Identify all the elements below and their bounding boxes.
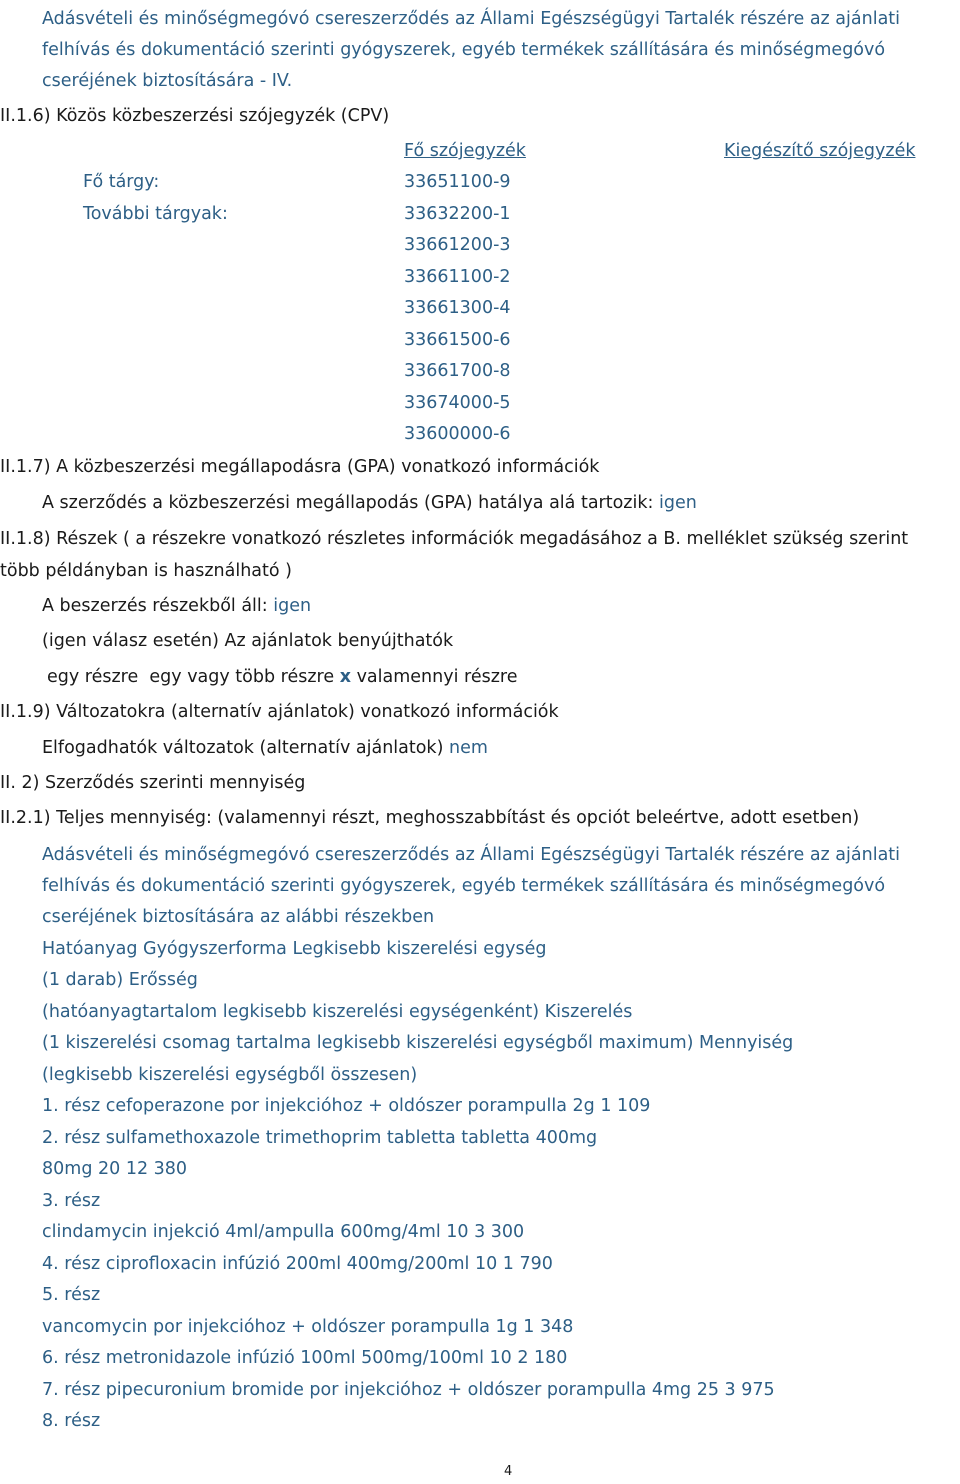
parts-answer: igen [273,596,312,616]
intro-line: cseréjének biztosítására - IV. [42,71,293,91]
gpa-heading: II.1.7) A közbeszerzési megállapodásra (GPA) vonatkozó információk [0,457,600,477]
cpv-extra-code: 33661100-2 [404,267,511,287]
body-line: (1 darab) Erősség [42,970,198,990]
option-multiple-parts: egy vagy több részre [149,667,335,687]
body-line: Hatóanyag Gyógyszerforma Legkisebb kiszerelési egység [42,939,547,959]
cpv-extra-code: 33632200-1 [404,204,511,224]
parts-sub: (igen válasz esetén) Az ajánlatok benyújthatók [42,631,454,651]
variants-statement [42,736,488,760]
cpv-col-supp: Kiegészítő szójegyzék [724,141,916,161]
body-line: cseréjének biztosítására az alábbi részekben [42,907,435,927]
gpa-text: A szerződés a közbeszerzési megállapodás (GPA) hatálya alá tartozik: [42,493,654,513]
variants-text: Elfogadhatók változatok (alternatív ajánlatok) [42,738,444,758]
part-line: 6. rész metronidazole infúzió 100ml 500mg/100ml 10 2 180 [42,1348,568,1368]
variants-heading: II.1.9) Változatokra (alternatív ajánlatok) vonatkozó információk [0,702,559,722]
cpv-heading: II.1.6) Közös közbeszerzési szójegyzék (CPV) [0,106,390,126]
cpv-extra-code: 33674000-5 [404,393,511,413]
part-line: 4. rész ciprofloxacin infúzió 200ml 400mg/200ml 10 1 790 [42,1254,553,1274]
gpa-answer: igen [658,493,697,513]
part-line: 1. rész cefoperazone por injekcióhoz + oldószer porampulla 2g 1 109 [42,1096,651,1116]
part-line: 80mg 20 12 380 [42,1159,188,1179]
part-line: 2. rész sulfamethoxazole trimethoprim tabletta tabletta 400mg [42,1128,598,1148]
parts-heading-cont: több példányban is használható ) [0,561,292,581]
gpa-statement [42,491,697,515]
cpv-extra-code: 33661700-8 [404,361,511,381]
page-number: 4 [504,1464,513,1479]
body-line: (legkisebb kiszerelési egységből összesen) [42,1065,418,1085]
intro-line: felhívás és dokumentáció szerinti gyógyszerek, egyéb termékek szállítására és minőségmegóvó [42,40,886,60]
intro-line: Adásvételi és minőségmegóvó csereszerződés az Állami Egészségügyi Tartalék részére az ajánlati [42,9,901,29]
cpv-col-main: Fő szójegyzék [404,141,526,161]
body-line: (hatóanyagtartalom legkisebb kiszerelési egységenként) Kiszerelés [42,1002,633,1022]
variants-answer: nem [448,738,488,758]
parts-question [42,594,311,618]
cpv-extra-code: 33661500-6 [404,330,511,350]
cpv-extra-label: További tárgyak: [83,204,228,224]
parts-question-text: A beszerzés részekből áll: [42,596,268,616]
body-line: felhívás és dokumentáció szerinti gyógyszerek, egyéb termékek szállítására és minőségmegóvó [42,876,886,896]
part-line: 7. rész pipecuronium bromide por injekcióhoz + oldószer porampulla 4mg 25 3 975 [42,1380,775,1400]
cpv-extra-code: 33600000-6 [404,424,511,444]
part-line: vancomycin por injekcióhoz + oldószer porampulla 1g 1 348 [42,1317,574,1337]
part-line: 8. rész [42,1411,101,1431]
cpv-extra-code: 33661300-4 [404,298,511,318]
part-line: clindamycin injekció 4ml/ampulla 600mg/4ml 10 3 300 [42,1222,525,1242]
cpv-main-label: Fő tárgy: [83,172,160,192]
part-line: 5. rész [42,1285,101,1305]
cpv-main-code: 33651100-9 [404,172,511,192]
quantity-heading: II. 2) Szerződés szerinti mennyiség [0,773,306,793]
selection-mark: x [339,667,351,687]
parts-options [47,665,517,689]
part-line: 3. rész [42,1191,101,1211]
option-one-part: egy részre [47,667,139,687]
parts-heading: II.1.8) Részek ( a részekre vonatkozó részletes információk megadásához a B. melléklet szükség szerint [0,529,909,549]
option-all-parts: valamennyi részre [356,667,518,687]
cpv-extra-code: 33661200-3 [404,235,511,255]
body-line: (1 kiszerelési csomag tartalma legkisebb kiszerelési egységből maximum) Mennyiség [42,1033,794,1053]
body-line: Adásvételi és minőségmegóvó csereszerződés az Állami Egészségügyi Tartalék részére az ajánlati [42,845,901,865]
quantity-sub-heading: II.2.1) Teljes mennyiség: (valamennyi részt, meghosszabbítást és opciót beleértve, adott esetben) [0,808,860,828]
